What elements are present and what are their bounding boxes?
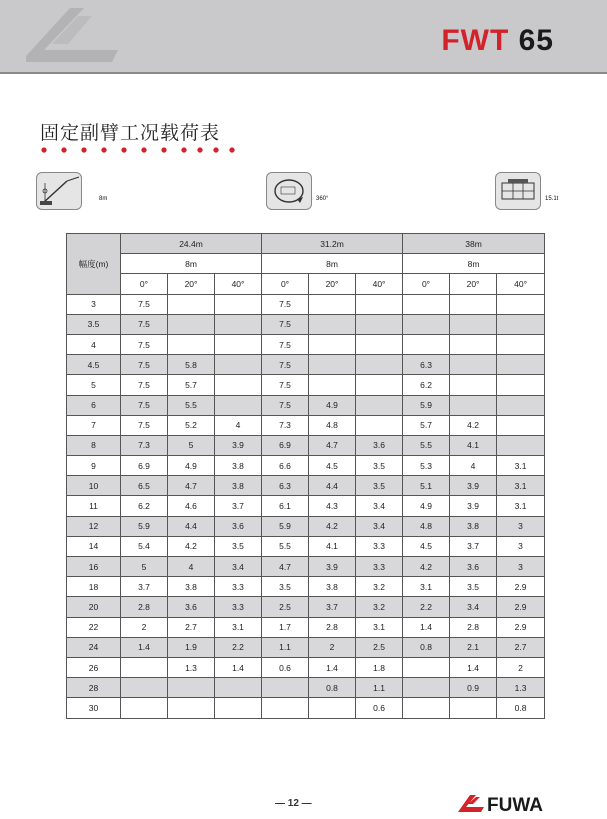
load-value-cell: 5.5 bbox=[168, 395, 215, 415]
fuwa-logo bbox=[456, 792, 566, 814]
load-value-cell: 3.7 bbox=[121, 577, 168, 597]
load-value-cell bbox=[356, 375, 403, 395]
table-row bbox=[67, 314, 545, 334]
load-value-cell bbox=[215, 698, 262, 718]
load-value-cell: 3.8 bbox=[168, 577, 215, 597]
load-value-cell: 0.9 bbox=[450, 678, 497, 698]
boom-length-header: 38m bbox=[403, 234, 545, 254]
load-value-cell bbox=[215, 294, 262, 314]
load-value-cell bbox=[121, 698, 168, 718]
load-value-cell: 3.3 bbox=[215, 597, 262, 617]
jib-angle-header: 0° bbox=[262, 274, 309, 294]
load-value-cell: 2.7 bbox=[168, 617, 215, 637]
load-value-cell: 7.5 bbox=[121, 375, 168, 395]
load-value-cell: 0.6 bbox=[262, 657, 309, 677]
load-value-cell: 1.3 bbox=[168, 657, 215, 677]
table-row bbox=[67, 678, 545, 698]
model-name bbox=[441, 24, 554, 58]
load-value-cell: 1.4 bbox=[403, 617, 450, 637]
load-value-cell: 6.1 bbox=[262, 496, 309, 516]
table-row bbox=[67, 496, 545, 516]
radius-cell: 16 bbox=[67, 557, 121, 577]
table-row bbox=[67, 516, 545, 536]
load-value-cell: 3 bbox=[497, 557, 545, 577]
load-value-cell bbox=[403, 334, 450, 354]
load-value-cell: 3.7 bbox=[309, 597, 356, 617]
title-dots-decoration bbox=[40, 146, 240, 154]
load-value-cell bbox=[356, 334, 403, 354]
load-value-cell: 2.9 bbox=[497, 597, 545, 617]
load-value-cell: 7.5 bbox=[262, 355, 309, 375]
load-value-cell: 1.8 bbox=[356, 657, 403, 677]
page-header bbox=[0, 0, 607, 72]
table-row bbox=[67, 657, 545, 677]
table-row bbox=[67, 617, 545, 637]
load-value-cell: 4.7 bbox=[309, 435, 356, 455]
load-value-cell: 7.5 bbox=[121, 355, 168, 375]
load-value-cell: 7.5 bbox=[121, 314, 168, 334]
radius-cell: 4 bbox=[67, 334, 121, 354]
load-value-cell: 3.3 bbox=[356, 536, 403, 556]
load-value-cell: 3.9 bbox=[309, 557, 356, 577]
load-value-cell: 0.8 bbox=[497, 698, 545, 718]
load-value-cell: 4.7 bbox=[262, 557, 309, 577]
load-value-cell: 7.3 bbox=[262, 415, 309, 435]
load-value-cell: 4 bbox=[168, 557, 215, 577]
model-number: 65 bbox=[518, 24, 554, 57]
load-value-cell bbox=[309, 294, 356, 314]
boom-length-row bbox=[67, 234, 545, 254]
load-value-cell: 4.8 bbox=[309, 415, 356, 435]
load-value-cell: 1.4 bbox=[309, 657, 356, 677]
table-row bbox=[67, 557, 545, 577]
load-value-cell: 4.1 bbox=[309, 536, 356, 556]
table-row bbox=[67, 375, 545, 395]
load-value-cell: 3.3 bbox=[215, 577, 262, 597]
load-value-cell: 5.9 bbox=[121, 516, 168, 536]
load-value-cell: 3.9 bbox=[215, 435, 262, 455]
load-value-cell bbox=[215, 375, 262, 395]
load-value-cell: 3.6 bbox=[168, 597, 215, 617]
load-value-cell: 3.1 bbox=[403, 577, 450, 597]
table-row bbox=[67, 536, 545, 556]
load-value-cell: 1.1 bbox=[356, 678, 403, 698]
load-value-cell bbox=[497, 395, 545, 415]
load-value-cell bbox=[356, 355, 403, 375]
radius-cell: 18 bbox=[67, 577, 121, 597]
load-value-cell: 2.2 bbox=[215, 637, 262, 657]
load-value-cell bbox=[497, 375, 545, 395]
radius-cell: 11 bbox=[67, 496, 121, 516]
radius-cell: 7 bbox=[67, 415, 121, 435]
load-value-cell: 5.8 bbox=[168, 355, 215, 375]
load-value-cell: 3.4 bbox=[356, 516, 403, 536]
load-value-cell bbox=[497, 294, 545, 314]
load-value-cell bbox=[356, 294, 403, 314]
load-value-cell: 3.5 bbox=[262, 577, 309, 597]
load-value-cell: 5.9 bbox=[262, 516, 309, 536]
load-value-cell: 3.3 bbox=[356, 557, 403, 577]
load-value-cell: 4.1 bbox=[450, 435, 497, 455]
slewing-360-icon bbox=[266, 172, 312, 210]
table-row bbox=[67, 698, 545, 718]
load-value-cell: 6.5 bbox=[121, 476, 168, 496]
load-value-cell: 5.1 bbox=[403, 476, 450, 496]
load-value-cell: 5.7 bbox=[168, 375, 215, 395]
load-value-cell bbox=[309, 698, 356, 718]
load-value-cell: 2.7 bbox=[497, 637, 545, 657]
load-value-cell: 3.4 bbox=[450, 597, 497, 617]
load-value-cell: 2.5 bbox=[262, 597, 309, 617]
load-value-cell bbox=[168, 334, 215, 354]
table-row bbox=[67, 294, 545, 314]
load-value-cell: 6.2 bbox=[121, 496, 168, 516]
load-value-cell: 4.4 bbox=[168, 516, 215, 536]
load-value-cell: 3.4 bbox=[215, 557, 262, 577]
load-value-cell: 3.6 bbox=[356, 435, 403, 455]
load-value-cell: 0.6 bbox=[356, 698, 403, 718]
radius-cell: 4.5 bbox=[67, 355, 121, 375]
load-value-cell: 4.2 bbox=[403, 557, 450, 577]
load-value-cell bbox=[403, 678, 450, 698]
load-value-cell bbox=[215, 395, 262, 415]
load-value-cell: 2.8 bbox=[309, 617, 356, 637]
load-value-cell: 3.1 bbox=[497, 456, 545, 476]
load-value-cell: 2.1 bbox=[450, 637, 497, 657]
radius-cell: 3.5 bbox=[67, 314, 121, 334]
load-value-cell: 4.9 bbox=[168, 456, 215, 476]
boom-length-header: 24.4m bbox=[121, 234, 262, 254]
load-value-cell: 3.5 bbox=[450, 577, 497, 597]
load-value-cell: 6.9 bbox=[262, 435, 309, 455]
load-chart-table bbox=[66, 233, 545, 719]
radius-cell: 6 bbox=[67, 395, 121, 415]
table-row bbox=[67, 355, 545, 375]
load-value-cell bbox=[403, 698, 450, 718]
load-value-cell bbox=[168, 698, 215, 718]
load-value-cell: 0.8 bbox=[403, 637, 450, 657]
radius-cell: 26 bbox=[67, 657, 121, 677]
load-value-cell bbox=[215, 334, 262, 354]
load-value-cell: 7.5 bbox=[121, 294, 168, 314]
jib-angle-header: 40° bbox=[215, 274, 262, 294]
load-value-cell: 1.3 bbox=[497, 678, 545, 698]
load-value-cell: 2 bbox=[497, 657, 545, 677]
table-row bbox=[67, 395, 545, 415]
load-value-cell: 2.5 bbox=[356, 637, 403, 657]
load-value-cell: 3.7 bbox=[450, 536, 497, 556]
load-value-cell: 0.8 bbox=[309, 678, 356, 698]
radius-cell: 20 bbox=[67, 597, 121, 617]
load-value-cell: 4 bbox=[450, 456, 497, 476]
load-value-cell: 3.8 bbox=[450, 516, 497, 536]
load-value-cell bbox=[356, 415, 403, 435]
load-value-cell bbox=[309, 375, 356, 395]
counterweight-label: 15.1t bbox=[545, 196, 559, 202]
load-value-cell bbox=[168, 314, 215, 334]
page-number: — 12 — bbox=[275, 798, 312, 809]
load-value-cell bbox=[450, 334, 497, 354]
jib-angle-row bbox=[67, 274, 545, 294]
load-value-cell bbox=[497, 355, 545, 375]
load-value-cell bbox=[215, 314, 262, 334]
jib-angle-header: 0° bbox=[121, 274, 168, 294]
load-value-cell: 7.5 bbox=[262, 334, 309, 354]
fuwa-logo-text: FUWA bbox=[487, 795, 543, 814]
load-value-cell bbox=[450, 375, 497, 395]
jib-length-header: 8m bbox=[262, 254, 403, 274]
load-value-cell: 7.5 bbox=[121, 415, 168, 435]
load-value-cell bbox=[215, 678, 262, 698]
load-value-cell: 4.5 bbox=[309, 456, 356, 476]
jib-length-label: 8m bbox=[99, 196, 108, 202]
load-value-cell: 7.3 bbox=[121, 435, 168, 455]
load-value-cell: 7.5 bbox=[262, 375, 309, 395]
load-value-cell: 4.8 bbox=[403, 516, 450, 536]
load-value-cell bbox=[403, 657, 450, 677]
load-value-cell: 1.1 bbox=[262, 637, 309, 657]
load-value-cell: 3 bbox=[497, 516, 545, 536]
load-value-cell: 7.5 bbox=[262, 314, 309, 334]
load-value-cell: 3.1 bbox=[497, 476, 545, 496]
load-value-cell: 3.6 bbox=[215, 516, 262, 536]
load-value-cell: 4.4 bbox=[309, 476, 356, 496]
load-value-cell: 4.7 bbox=[168, 476, 215, 496]
radius-cell: 5 bbox=[67, 375, 121, 395]
load-value-cell: 3 bbox=[497, 536, 545, 556]
jib-length-header: 8m bbox=[121, 254, 262, 274]
jib-angle-header: 20° bbox=[450, 274, 497, 294]
load-value-cell: 2.2 bbox=[403, 597, 450, 617]
jib-angle-header: 0° bbox=[403, 274, 450, 294]
load-value-cell bbox=[450, 698, 497, 718]
load-value-cell bbox=[356, 314, 403, 334]
load-value-cell: 2.8 bbox=[450, 617, 497, 637]
load-value-cell: 3.4 bbox=[356, 496, 403, 516]
brand-watermark-icon bbox=[22, 4, 122, 68]
radius-cell: 9 bbox=[67, 456, 121, 476]
radius-cell: 30 bbox=[67, 698, 121, 718]
load-value-cell bbox=[121, 657, 168, 677]
load-value-cell: 4.6 bbox=[168, 496, 215, 516]
boom-jib-icon bbox=[36, 172, 82, 210]
load-value-cell bbox=[309, 314, 356, 334]
load-value-cell: 5 bbox=[168, 435, 215, 455]
load-value-cell: 5.2 bbox=[168, 415, 215, 435]
load-value-cell: 3.9 bbox=[450, 476, 497, 496]
load-value-cell: 6.9 bbox=[121, 456, 168, 476]
jib-angle-header: 40° bbox=[356, 274, 403, 294]
load-value-cell: 7.5 bbox=[262, 294, 309, 314]
condition-icons bbox=[0, 170, 607, 210]
load-value-cell: 3.2 bbox=[356, 577, 403, 597]
load-value-cell: 6.6 bbox=[262, 456, 309, 476]
counterweight-icon bbox=[495, 172, 541, 210]
load-value-cell bbox=[262, 698, 309, 718]
load-value-cell bbox=[121, 678, 168, 698]
load-value-cell: 2 bbox=[309, 637, 356, 657]
load-value-cell: 3.9 bbox=[450, 496, 497, 516]
load-value-cell bbox=[450, 294, 497, 314]
radius-cell: 28 bbox=[67, 678, 121, 698]
load-value-cell: 3.8 bbox=[309, 577, 356, 597]
load-value-cell bbox=[309, 334, 356, 354]
jib-angle-header: 20° bbox=[168, 274, 215, 294]
load-value-cell: 5.3 bbox=[403, 456, 450, 476]
load-value-cell: 4.9 bbox=[403, 496, 450, 516]
model-prefix: FWT bbox=[441, 24, 510, 57]
load-value-cell bbox=[497, 415, 545, 435]
load-value-cell: 5.4 bbox=[121, 536, 168, 556]
radius-cell: 24 bbox=[67, 637, 121, 657]
page-title: 固定副臂工况载荷表 bbox=[40, 122, 221, 144]
radius-header: 幅度(m) bbox=[67, 234, 121, 295]
load-value-cell: 1.9 bbox=[168, 637, 215, 657]
load-value-cell: 7.5 bbox=[121, 334, 168, 354]
load-value-cell: 3.1 bbox=[497, 496, 545, 516]
load-value-cell bbox=[497, 435, 545, 455]
load-value-cell: 7.5 bbox=[121, 395, 168, 415]
load-value-cell: 3.1 bbox=[215, 617, 262, 637]
load-value-cell: 3.5 bbox=[356, 456, 403, 476]
radius-cell: 8 bbox=[67, 435, 121, 455]
table-row bbox=[67, 456, 545, 476]
load-value-cell: 4.9 bbox=[309, 395, 356, 415]
load-value-cell: 6.2 bbox=[403, 375, 450, 395]
load-value-cell: 1.4 bbox=[215, 657, 262, 677]
load-value-cell: 1.7 bbox=[262, 617, 309, 637]
load-value-cell bbox=[168, 294, 215, 314]
load-value-cell bbox=[262, 678, 309, 698]
load-value-cell: 3.8 bbox=[215, 456, 262, 476]
jib-angle-header: 20° bbox=[309, 274, 356, 294]
table-row bbox=[67, 637, 545, 657]
load-value-cell bbox=[497, 314, 545, 334]
load-value-cell: 3.1 bbox=[356, 617, 403, 637]
load-value-cell: 4.2 bbox=[450, 415, 497, 435]
load-value-cell bbox=[403, 294, 450, 314]
load-value-cell: 3.8 bbox=[215, 476, 262, 496]
load-value-cell: 5 bbox=[121, 557, 168, 577]
load-value-cell bbox=[450, 314, 497, 334]
load-value-cell: 3.2 bbox=[356, 597, 403, 617]
load-value-cell: 4.2 bbox=[309, 516, 356, 536]
table-row bbox=[67, 415, 545, 435]
load-value-cell: 6.3 bbox=[262, 476, 309, 496]
load-value-cell bbox=[403, 314, 450, 334]
load-value-cell: 2.9 bbox=[497, 617, 545, 637]
radius-cell: 3 bbox=[67, 294, 121, 314]
load-value-cell bbox=[309, 355, 356, 375]
load-value-cell: 4.2 bbox=[168, 536, 215, 556]
load-value-cell: 3.5 bbox=[215, 536, 262, 556]
load-value-cell bbox=[215, 355, 262, 375]
slewing-angle-label: 360° bbox=[316, 196, 329, 202]
radius-cell: 22 bbox=[67, 617, 121, 637]
load-value-cell: 4.5 bbox=[403, 536, 450, 556]
radius-cell: 12 bbox=[67, 516, 121, 536]
load-value-cell bbox=[450, 355, 497, 375]
load-value-cell: 4.3 bbox=[309, 496, 356, 516]
load-value-cell: 3.6 bbox=[450, 557, 497, 577]
load-value-cell: 3.7 bbox=[215, 496, 262, 516]
load-value-cell: 5.5 bbox=[403, 435, 450, 455]
jib-length-row bbox=[67, 254, 545, 274]
load-value-cell: 7.5 bbox=[262, 395, 309, 415]
table-row bbox=[67, 597, 545, 617]
jib-angle-header: 40° bbox=[497, 274, 545, 294]
load-value-cell: 5.5 bbox=[262, 536, 309, 556]
table-row bbox=[67, 476, 545, 496]
load-value-cell: 1.4 bbox=[450, 657, 497, 677]
load-value-cell: 5.7 bbox=[403, 415, 450, 435]
table-row bbox=[67, 334, 545, 354]
radius-cell: 10 bbox=[67, 476, 121, 496]
load-value-cell bbox=[356, 395, 403, 415]
load-value-cell bbox=[497, 334, 545, 354]
load-value-cell: 2 bbox=[121, 617, 168, 637]
boom-length-header: 31.2m bbox=[262, 234, 403, 254]
load-value-cell: 6.3 bbox=[403, 355, 450, 375]
load-value-cell: 1.4 bbox=[121, 637, 168, 657]
load-value-cell bbox=[168, 678, 215, 698]
load-value-cell: 2.9 bbox=[497, 577, 545, 597]
radius-cell: 14 bbox=[67, 536, 121, 556]
load-value-cell bbox=[450, 395, 497, 415]
load-value-cell: 5.9 bbox=[403, 395, 450, 415]
load-value-cell: 3.5 bbox=[356, 476, 403, 496]
table-row bbox=[67, 435, 545, 455]
table-row bbox=[67, 577, 545, 597]
header-divider bbox=[0, 72, 607, 74]
jib-length-header: 8m bbox=[403, 254, 545, 274]
load-value-cell: 4 bbox=[215, 415, 262, 435]
load-value-cell: 2.8 bbox=[121, 597, 168, 617]
